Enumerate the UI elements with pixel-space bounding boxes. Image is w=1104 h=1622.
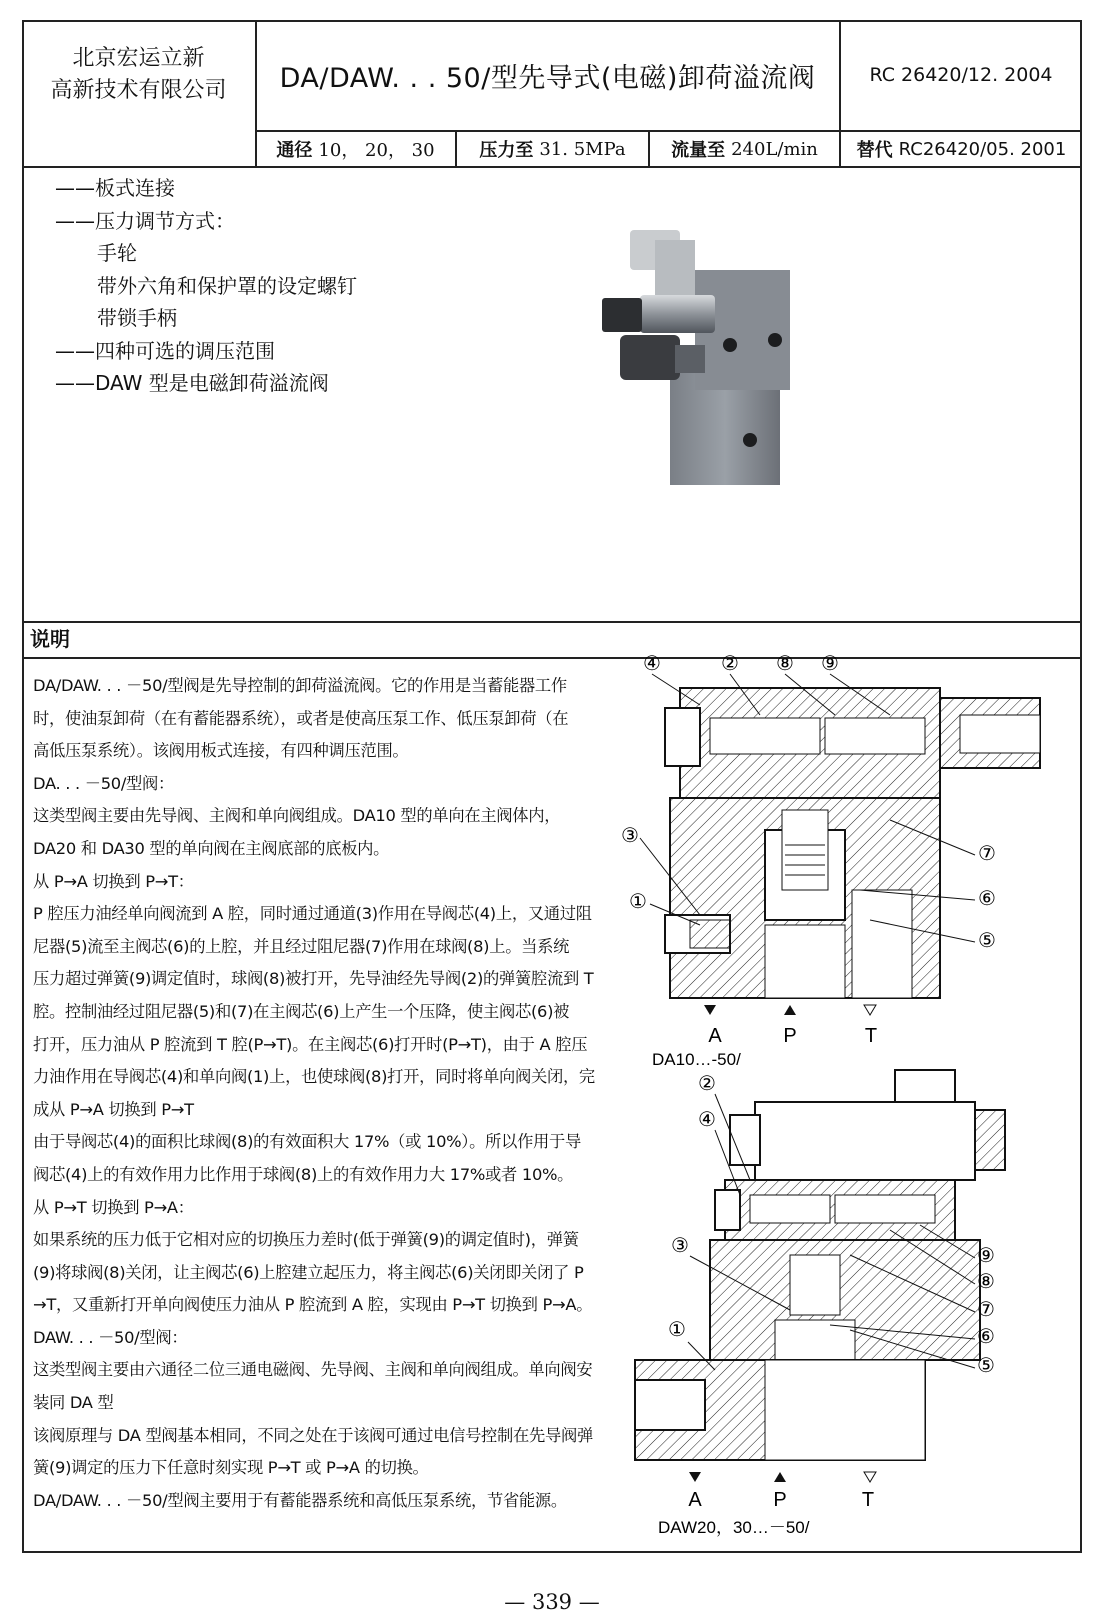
text-line: 该阀原理与 DA 型阀基本相同，不同之处在于该阀可通过电信号控制在先导阀弹 <box>33 1425 593 1445</box>
port-label: P <box>783 1025 797 1047</box>
text-line: 打开，压力油从 P 腔流到 T 腔(P→T)。在主阀芯(6)打开时(P→T)，由于 A 腔压 <box>33 1034 588 1054</box>
port-label: T <box>864 1025 878 1047</box>
text-line: 高低压泵系统）。该阀用板式连接，有四种调压范围。 <box>33 741 409 761</box>
spec-value: RC26420/05. 2001 <box>898 138 1067 160</box>
callout: ⑥ <box>977 1326 995 1348</box>
description-text <box>33 670 609 1517</box>
diagram-da10-section <box>621 653 1070 1100</box>
text-line: 压力超过弹簧(9)调定值时，球阀(8)被打开，先导油经先导阀(2)的弹簧腔流到 T <box>33 969 594 989</box>
text-line: 从 P→T 切换到 P→A： <box>33 1197 194 1217</box>
callout: ③ <box>671 1235 689 1257</box>
text-line: 这类型阀主要由先导阀、主阀和单向阀组成。DA10 型的单向在主阀体内， <box>33 806 561 826</box>
callout: ② <box>721 653 739 675</box>
text-line: DAW. . . －50/型阀： <box>33 1327 188 1347</box>
company-line1: 北京宏运立新 <box>72 46 205 71</box>
callout: ⑧ <box>977 1271 995 1293</box>
text-line: 力油作用在导阀芯(4)和单向阀(1)上，也使球阀(8)打开，同时将单向阀关闭，完 <box>33 1067 595 1087</box>
port-label: P <box>773 1489 787 1511</box>
callout: ⑦ <box>978 843 996 865</box>
port-label: T <box>861 1489 875 1511</box>
diagram-caption: DAW20，30…－50/ <box>658 1518 810 1537</box>
callout: ④ <box>643 653 661 675</box>
document-title: DA/DAW. . . 50/型先导式(电磁)卸荷溢流阀 <box>279 62 816 94</box>
feature-item: ——DAW 型是电磁卸荷溢流阀 <box>55 371 329 395</box>
feature-item: ——压力调节方式： <box>55 208 235 233</box>
text-line: DA20 和 DA30 型的单向阀在主阀底部的底板内。 <box>33 838 390 858</box>
feature-item: 带外六角和保护罩的设定螺钉 <box>97 273 357 298</box>
text-line: DA/DAW. . . －50/型阀主要用于有蓄能器系统和高低压泵系统，节省能源。 <box>33 1490 567 1510</box>
callout: ① <box>668 1319 686 1341</box>
feature-item: 手轮 <box>97 241 137 265</box>
spec-flow <box>650 131 839 167</box>
callout: ⑨ <box>977 1245 995 1267</box>
callout: ④ <box>698 1109 716 1131</box>
text-line: 簧(9)调定的压力下任意时刻实现 P→T 或 P→A 的切换。 <box>33 1458 429 1478</box>
feature-list <box>55 172 357 400</box>
spec-label: 压力至 <box>479 140 534 161</box>
text-line: 如果系统的压力低于它相对应的切换压力差时(低于弹簧(9)的调定值时)，弹簧 <box>33 1230 579 1250</box>
text-line: DA. . . －50/型阀： <box>33 773 174 793</box>
section-title: 说明 <box>30 627 70 651</box>
callout: ① <box>629 891 647 913</box>
spec-size <box>256 131 455 167</box>
company-line2: 高新技术有限公司 <box>50 78 227 103</box>
text-line: 由于导阀芯(4)的面积比球阀(8)的有效面积大 17%（或 10%）。所以作用于导 <box>33 1132 582 1152</box>
spec-label: 流量至 <box>671 140 726 161</box>
spec-replaces <box>841 131 1082 167</box>
spec-pressure <box>457 131 648 167</box>
divider <box>22 621 1082 623</box>
callout: ⑤ <box>978 930 996 952</box>
callout: ⑧ <box>776 653 794 675</box>
feature-item: ——板式连接 <box>55 176 175 200</box>
spec-label: 替代 <box>856 140 893 161</box>
text-line: →T，又重新打开单向阀使压力油从 P 腔流到 A 腔，实现由 P→T 切换到 P→A。 <box>33 1295 593 1315</box>
text-line: 尼器(5)流至主阀芯(6)的上腔，并且经过阻尼器(7)作用在球阀(8)上。当系统 <box>33 936 570 956</box>
diagram-daw-section <box>630 1073 1070 1540</box>
spec-value: 31. 5MPa <box>539 138 626 160</box>
text-line: (9)将球阀(8)关闭，让主阀芯(6)上腔建立起压力，将主阀芯(6)关闭即关闭了 P <box>33 1262 584 1282</box>
text-line: 成从 P→A 切换到 P→T <box>33 1099 194 1119</box>
text-line: 这类型阀主要由六通径二位三通电磁阀、先导阀、主阀和单向阀组成。单向阀安 <box>33 1360 593 1380</box>
text-line: 阀芯(4)上的有效作用力比作用于球阀(8)上的有效作用力大 17%或者 10%。 <box>33 1164 574 1184</box>
diagram-caption: DA10…-50/ <box>652 1050 741 1069</box>
text-line: 时，使油泵卸荷（在有蓄能器系统），或者是使高压泵工作、低压泵卸荷（在 <box>33 708 569 728</box>
callout: ⑦ <box>977 1299 995 1321</box>
callout: ⑨ <box>821 653 839 675</box>
spec-value: 10， 20， 30 <box>318 140 435 161</box>
text-line: 从 P→A 切换到 P→T： <box>33 871 194 891</box>
text-line: DA/DAW. . . －50/型阀是先导控制的卸荷溢流阀。它的作用是当蓄能器工作 <box>33 676 567 695</box>
spec-label: 通径 <box>276 140 313 161</box>
text-line: P 腔压力油经单向阀流到 A 腔，同时通过通道(3)作用在导阀芯(4)上，又通过阻 <box>33 904 592 924</box>
document-code: RC 26420/12. 2004 <box>869 64 1053 86</box>
company-name <box>22 20 255 130</box>
port-label: A <box>688 1489 702 1511</box>
callout: ③ <box>621 825 639 847</box>
feature-item: ——四种可选的调压范围 <box>55 338 275 363</box>
callout: ⑥ <box>978 888 996 910</box>
divider <box>22 657 1082 659</box>
text-line: 装同 DA 型 <box>33 1393 114 1413</box>
text-line: 腔。控制油经过阻尼器(5)和(7)在主阀芯(6)上产生一个压降，使主阀芯(6)被 <box>33 1001 570 1021</box>
spec-value: 240L/min <box>731 138 818 160</box>
feature-item: 带锁手柄 <box>97 306 177 330</box>
port-label: A <box>708 1025 722 1047</box>
callout: ⑤ <box>977 1355 995 1377</box>
page-number: — 339 — <box>504 1590 600 1614</box>
callout: ② <box>698 1073 716 1095</box>
product-photo <box>600 220 820 490</box>
